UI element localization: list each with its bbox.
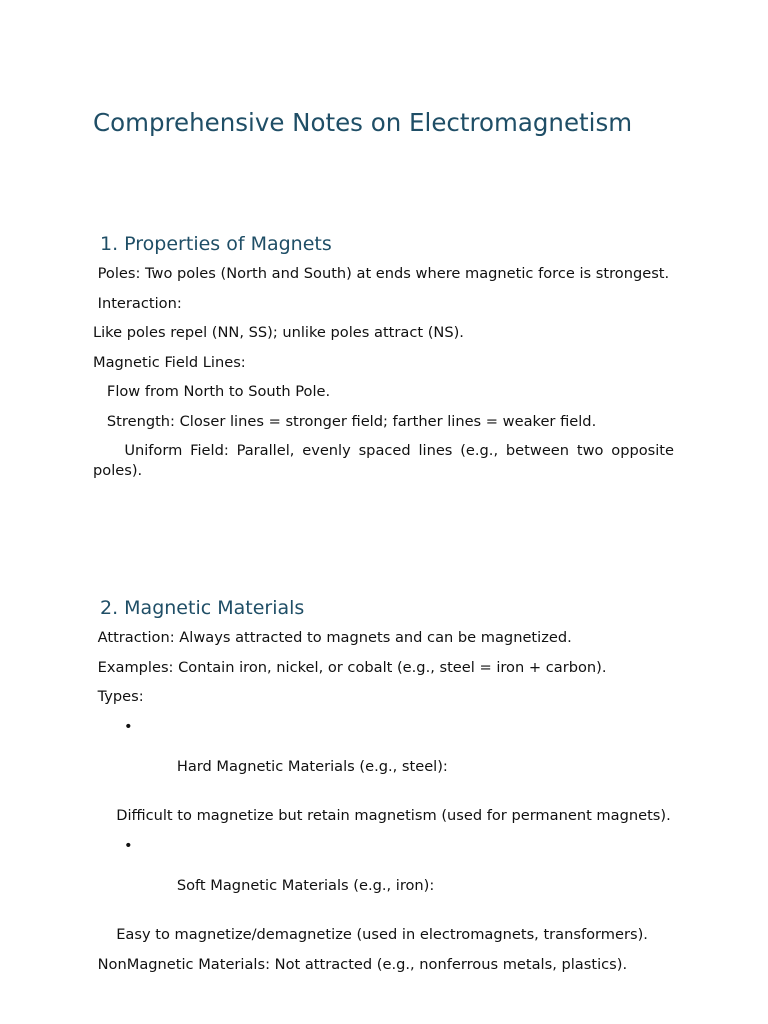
uniform-field-paragraph: Uniform Field: Parallel, evenly spaced lines (e.g., between two opposite poles). [93, 442, 679, 479]
poles-paragraph: Poles: Two poles (North and South) at ends where magnetic force is strongest. [93, 265, 670, 282]
bullet-icon: • [124, 836, 133, 854]
types-paragraph: Types: [93, 688, 144, 705]
nonmagnetic-paragraph: NonMagnetic Materials: Not attracted (e.g., nonferrous metals, plastics). [93, 955, 628, 973]
strength-paragraph: Strength: Closer lines = stronger field; farther lines = weaker field. [93, 412, 597, 430]
interaction-paragraph: Interaction: [93, 294, 182, 312]
list-item-soft-materials [93, 836, 674, 916]
section-properties-of-magnets [93, 230, 679, 491]
section-magnetic-materials [93, 594, 674, 984]
section-heading: 2. Magnetic Materials [100, 597, 305, 619]
examples-paragraph: Examples: Contain iron, nickel, or cobalt (e.g., steel = iron + carbon). [93, 658, 607, 676]
flow-paragraph: Flow from North to South Pole. [93, 383, 331, 400]
bullet-icon: • [124, 717, 133, 735]
attraction-paragraph: Attraction: Always attracted to magnets and can be magnetized. [93, 629, 572, 646]
like-poles-paragraph: Like poles repel (NN, SS); unlike poles attract (NS). [93, 324, 464, 341]
section-heading: 1. Properties of Magnets [100, 233, 332, 255]
list-item-label: Soft Magnetic Materials (e.g., iron): [176, 876, 435, 894]
document-title: Comprehensive Notes on Electromagnetism [93, 108, 633, 137]
field-lines-paragraph: Magnetic Field Lines: [93, 353, 246, 371]
list-item-label: Hard Magnetic Materials (e.g., steel): [176, 757, 448, 775]
hard-materials-description: Difficult to magnetize but retain magnetism (used for permanent magnets). [93, 807, 671, 824]
soft-materials-description: Easy to magnetize/demagnetize (used in electromagnets, transformers). [93, 926, 648, 943]
list-item-hard-materials [93, 717, 674, 797]
